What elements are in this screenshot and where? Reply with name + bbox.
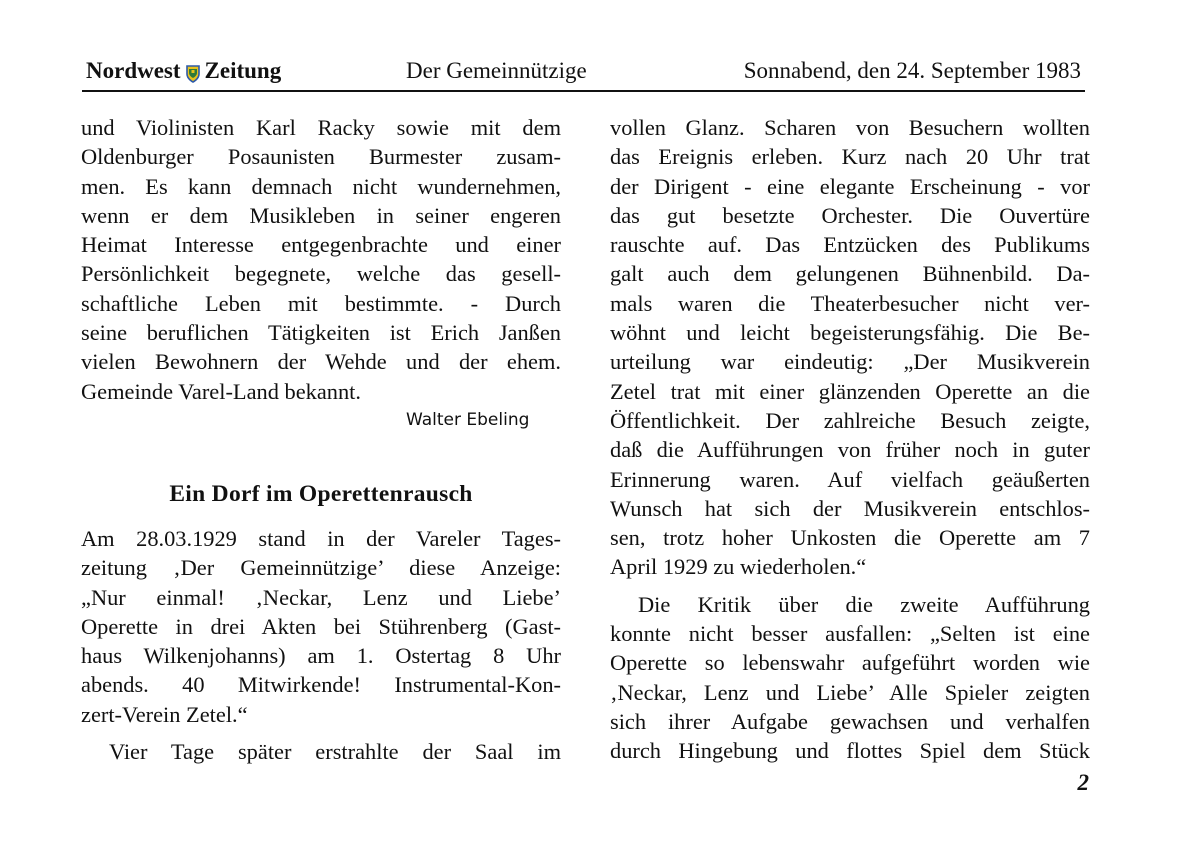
text-line: „Nur einmal! ‚Neckar, Lenz und Liebe’ — [81, 584, 561, 610]
issue-date: Sonnabend, den 24. September 1983 — [743, 58, 1081, 83]
text-line: Operette in drei Akten bei Stührenberg (Gast- — [81, 613, 561, 639]
right-paragraph-1 — [610, 113, 1090, 582]
text-line: vielen Bewohnern der Wehde und der ehem. — [81, 349, 561, 375]
left-column-article — [81, 524, 561, 766]
text-line: Gemeinde Varel-Land bekannt. — [81, 378, 361, 404]
text-line: haus Wilkenjohanns) am 1. Ostertag 8 Uhr — [81, 643, 561, 669]
author-signature: Walter Ebeling — [406, 410, 530, 430]
text-line: galt auch dem gelungenen Bühnenbild. Da- — [610, 261, 1090, 287]
text-line: Operette so lebenswahr aufgeführt worden wie — [610, 650, 1090, 676]
left-paragraph-3 — [81, 737, 561, 766]
text-line: Die Kritik über die zweite Aufführung — [638, 591, 1090, 617]
text-line: zeitung ‚Der Gemeinnützige’ diese Anzeige: — [81, 555, 561, 581]
right-column — [610, 113, 1090, 766]
text-line: Vier Tage später erstrahlte der Saal im — [109, 739, 561, 765]
text-line: mals waren die Theaterbesucher nicht ver- — [610, 290, 1090, 316]
text-line: Oldenburger Posaunisten Burmester zusam- — [81, 144, 561, 170]
text-line: Wunsch hat sich der Musikverein entschlos- — [610, 495, 1090, 521]
text-line: das gut besetzte Orchester. Die Ouvertüre — [610, 202, 1090, 228]
text-line: Am 28.03.1929 stand in der Vareler Tages- — [81, 526, 561, 551]
text-line: Öffentlichkeit. Der zahlreiche Besuch zeigte, — [610, 407, 1090, 433]
text-line: ‚Neckar, Lenz und Liebe’ Alle Spieler zeigten — [610, 679, 1090, 705]
text-line: schaftliche Leben mit bestimmte. - Durch — [81, 290, 561, 316]
left-column — [81, 113, 561, 406]
text-line: der Dirigent - eine elegante Erscheinung - vor — [610, 173, 1090, 199]
section-name: Der Gemeinnützige — [406, 58, 587, 83]
text-line: wöhnt und leicht begeisterungsfähig. Die Be- — [610, 320, 1090, 346]
newspaper-brand — [86, 58, 281, 84]
right-paragraph-2 — [610, 590, 1090, 766]
text-line: rauschte auf. Das Entzücken des Publikums — [610, 232, 1090, 258]
brand-name-left: Nordwest — [86, 58, 181, 83]
text-line: zert-Verein Zetel.“ — [81, 701, 248, 727]
left-paragraph-2 — [81, 524, 561, 729]
text-line: konnte nicht besser ausfallen: „Selten ist eine — [610, 621, 1090, 647]
text-line: April 1929 zu wiederholen.“ — [610, 554, 867, 580]
text-line: Zetel trat mit einer glänzenden Operette an die — [610, 378, 1090, 404]
text-line: sen, trotz hoher Unkosten die Operette am 7 — [610, 525, 1090, 551]
brand-name-right: Zeitung — [204, 58, 282, 83]
text-line: und Violinisten Karl Racky sowie mit dem — [81, 115, 561, 140]
left-paragraph-1 — [81, 113, 561, 406]
text-line: durch Hingebung und flottes Spiel dem Stück — [610, 738, 1090, 764]
article-headline: Ein Dorf im Operettenrausch — [169, 481, 473, 507]
text-line: urteilung war eindeutig: „Der Musikverein — [610, 349, 1090, 375]
text-line: wenn er dem Musikleben in seiner engeren — [81, 202, 561, 228]
coat-of-arms-icon — [186, 63, 200, 81]
text-line: vollen Glanz. Scharen von Besuchern wollten — [610, 115, 1090, 140]
page-number: 2 — [1077, 770, 1089, 795]
text-line: men. Es kann demnach nicht wundernehmen, — [81, 173, 561, 199]
text-line: Erinnerung waren. Auf vielfach geäußerten — [610, 466, 1090, 492]
text-line: daß die Aufführungen von früher noch in guter — [610, 437, 1090, 463]
text-line: abends. 40 Mitwirkende! Instrumental-Kon- — [81, 672, 561, 698]
text-line: sich ihrer Aufgabe gewachsen und verhalfen — [610, 708, 1090, 734]
text-line: das Ereignis erleben. Kurz nach 20 Uhr trat — [610, 144, 1090, 170]
text-line: Persönlichkeit begegnete, welche das gesell- — [81, 261, 561, 287]
page-header — [82, 56, 1085, 92]
text-line: seine beruflichen Tätigkeiten ist Erich Janßen — [81, 320, 561, 346]
text-line: Heimat Interesse entgegenbrachte und einer — [81, 232, 561, 258]
